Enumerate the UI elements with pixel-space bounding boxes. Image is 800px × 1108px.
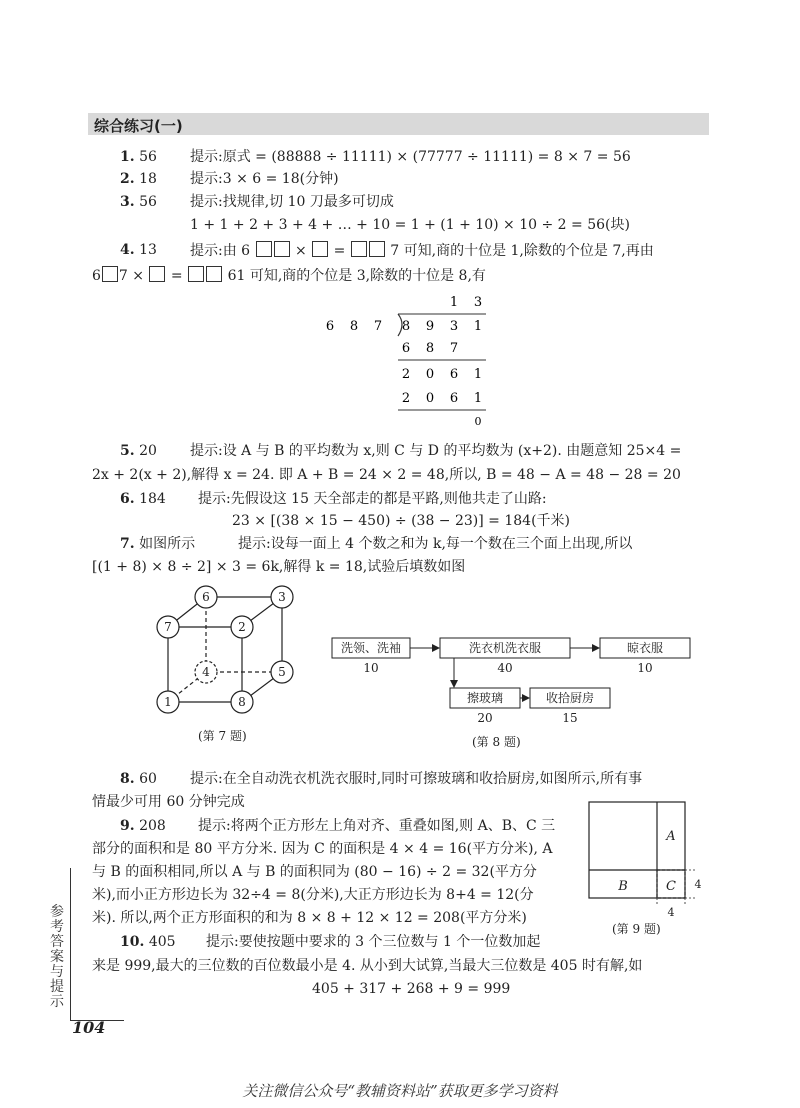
- page-number: 104: [72, 1018, 106, 1037]
- side-length-label: 4: [667, 906, 675, 919]
- flow-label: 晾衣服: [626, 641, 664, 655]
- flow-label: 擦玻璃: [466, 691, 504, 705]
- dividend-digit: 1: [473, 319, 483, 334]
- cube-node-label: 4: [202, 665, 210, 679]
- q10-hint-line1: 提示:要使按题中要求的 3 个三位数与 1 个一位数加起: [206, 934, 541, 950]
- dividend-digit: 3: [449, 319, 459, 334]
- cube-node-label: 5: [278, 665, 286, 679]
- step-digit: 8: [425, 341, 435, 356]
- q3-line: 3. 56: [120, 194, 157, 210]
- flow-time: 40: [497, 661, 513, 675]
- step-digit: 0: [425, 367, 435, 382]
- quotient-digit: 1: [449, 295, 459, 310]
- quotient-digit: 3: [473, 295, 483, 310]
- q2-hint: 提示:3 × 6 = 18(分钟): [190, 171, 339, 187]
- side-label: 参考答案与提示: [50, 904, 64, 1010]
- cube-node-label: 2: [238, 620, 246, 634]
- footer-note: 关注微信公众号“教辅资料站”获取更多学习资料: [242, 1082, 558, 1100]
- step-digit: 7: [449, 341, 459, 356]
- blank-box: [256, 241, 272, 257]
- q7-hint-line2: [(1 + 8) × 8 ÷ 2] × 3 = 6k,解得 k = 18,试验后填数如图: [92, 559, 466, 575]
- q9-hint-line1: 提示:将两个正方形左上角对齐、重叠如图,则 A、B、C 三: [198, 818, 556, 834]
- section-title: 综合练习(一): [94, 117, 183, 135]
- region-c-label: C: [666, 879, 676, 894]
- divisor-digit: 8: [349, 319, 359, 334]
- dividend-digit: 8: [401, 319, 411, 334]
- q8-hint-line2: 情最少可用 60 分钟完成: [92, 794, 245, 810]
- region-a-label: A: [666, 829, 676, 844]
- q7-hint: 提示:设每一面上 4 个数之和为 k,每一个数在三个面上出现,所以: [238, 536, 633, 552]
- q9-line: 9. 208: [120, 818, 166, 834]
- q8-line: 8. 60: [120, 771, 157, 787]
- q4-line: 4. 13: [120, 242, 157, 258]
- q5-hint-line1: 提示:设 A 与 B 的平均数为 x,则 C 与 D 的平均数为 (x+2). 由题意知 25×4 =: [190, 443, 682, 459]
- flow-caption: (第 8 题): [472, 735, 521, 749]
- q10-line: 10. 405: [120, 934, 176, 950]
- q6-hint: 提示:先假设这 15 天全部走的都是平路,则他共走了山路:: [198, 491, 547, 507]
- q10-hint-line2: 来是 999,最大的三位数的百位数最小是 4. 从小到大试算,当最大三位数是 405 时有解,如: [92, 958, 643, 974]
- q6-formula: 23 × [(38 × 15 − 450) ÷ (38 − 23)] = 184(千米): [232, 513, 570, 529]
- q8-hint-line1: 提示:在全自动洗衣机洗衣服时,同时可擦玻璃和收拾厨房,如图所示,所有事: [190, 771, 643, 787]
- flow-time: 20: [477, 711, 493, 725]
- cube-node-label: 8: [238, 695, 246, 709]
- remainder: 0: [474, 415, 482, 428]
- cube-node-label: 1: [164, 695, 172, 709]
- long-division: [320, 290, 500, 430]
- blank-box: [149, 266, 165, 282]
- q6-line: 6. 184: [120, 491, 166, 507]
- blank-box: [274, 241, 290, 257]
- flow-chart: [330, 630, 700, 730]
- cube-figure: [150, 582, 300, 722]
- q4-hint-line2: 6 7 × = 61 可知,商的个位是 3,除数的十位是 8,有: [92, 268, 486, 284]
- side-length-label: 4: [694, 878, 702, 891]
- step-digit: 1: [473, 391, 483, 406]
- q9-hint-line2: 部分的面积和是 80 平方分米. 因为 C 的面积是 4 × 4 = 16(平方分米), A: [92, 841, 553, 857]
- blank-box: [369, 241, 385, 257]
- section-header: [88, 113, 709, 135]
- q9-hint-line4: 米),而小正方形边长为 32÷4 = 8(分米),大正方形边长为 8+4 = 12(分: [92, 887, 534, 903]
- q9-hint-line3: 与 B 的面积相同,所以 A 与 B 的面积同为 (80 − 16) ÷ 2 = 32(平方分: [92, 864, 537, 880]
- cube-node-label: 6: [202, 590, 210, 604]
- q2-line: 2. 18: [120, 171, 157, 187]
- q9-hint-line5: 米). 所以,两个正方形面积的和为 8 × 8 + 12 × 12 = 208(平方分米): [92, 910, 527, 926]
- squares-caption: (第 9 题): [612, 922, 661, 936]
- blank-box: [206, 266, 222, 282]
- step-digit: 6: [449, 367, 459, 382]
- cube-node-label: 3: [278, 590, 286, 604]
- divisor-digit: 6: [325, 319, 335, 334]
- cube-caption: (第 7 题): [198, 729, 247, 743]
- q1-line: 1. 56: [120, 149, 157, 165]
- q3-hint: 提示:找规律,切 10 刀最多可切成: [190, 194, 394, 210]
- q5-line: 5. 20: [120, 443, 157, 459]
- flow-time: 10: [363, 661, 379, 675]
- step-digit: 2: [401, 367, 411, 382]
- step-digit: 0: [425, 391, 435, 406]
- flow-label: 洗衣机洗衣服: [468, 641, 542, 655]
- region-b-label: B: [618, 879, 628, 894]
- blank-box: [102, 266, 118, 282]
- blank-box: [188, 266, 204, 282]
- divisor-digit: 7: [373, 319, 383, 334]
- q7-line: 7. 如图所示: [120, 536, 196, 552]
- dividend-digit: 9: [425, 319, 435, 334]
- q4-hint-line1: 提示:由 6 × = 7 可知,商的十位是 1,除数的个位是 7,再由: [190, 243, 654, 259]
- cube-node-label: 7: [164, 620, 172, 634]
- flow-time: 15: [562, 711, 578, 725]
- flow-label: 洗领、洗袖: [340, 641, 402, 655]
- step-digit: 1: [473, 367, 483, 382]
- squares-figure: [585, 798, 705, 920]
- flow-label: 收拾厨房: [545, 691, 595, 705]
- side-rule: [70, 868, 71, 1020]
- blank-box: [351, 241, 367, 257]
- blank-box: [312, 241, 328, 257]
- q10-formula: 405 + 317 + 268 + 9 = 999: [312, 981, 511, 997]
- step-digit: 6: [401, 341, 411, 356]
- step-digit: 2: [401, 391, 411, 406]
- step-digit: 6: [449, 391, 459, 406]
- q5-hint-line2: 2x + 2(x + 2),解得 x = 24. 即 A + B = 24 × 2 = 48,所以, B = 48 − A = 48 − 28 = 20: [92, 467, 681, 483]
- q1-hint: 提示:原式 = (88888 ÷ 11111) × (77777 ÷ 11111) = 8 × 7 = 56: [190, 149, 631, 165]
- flow-time: 10: [637, 661, 653, 675]
- q3-formula: 1 + 1 + 2 + 3 + 4 + … + 10 = 1 + (1 + 10) × 10 ÷ 2 = 56(块): [190, 217, 630, 233]
